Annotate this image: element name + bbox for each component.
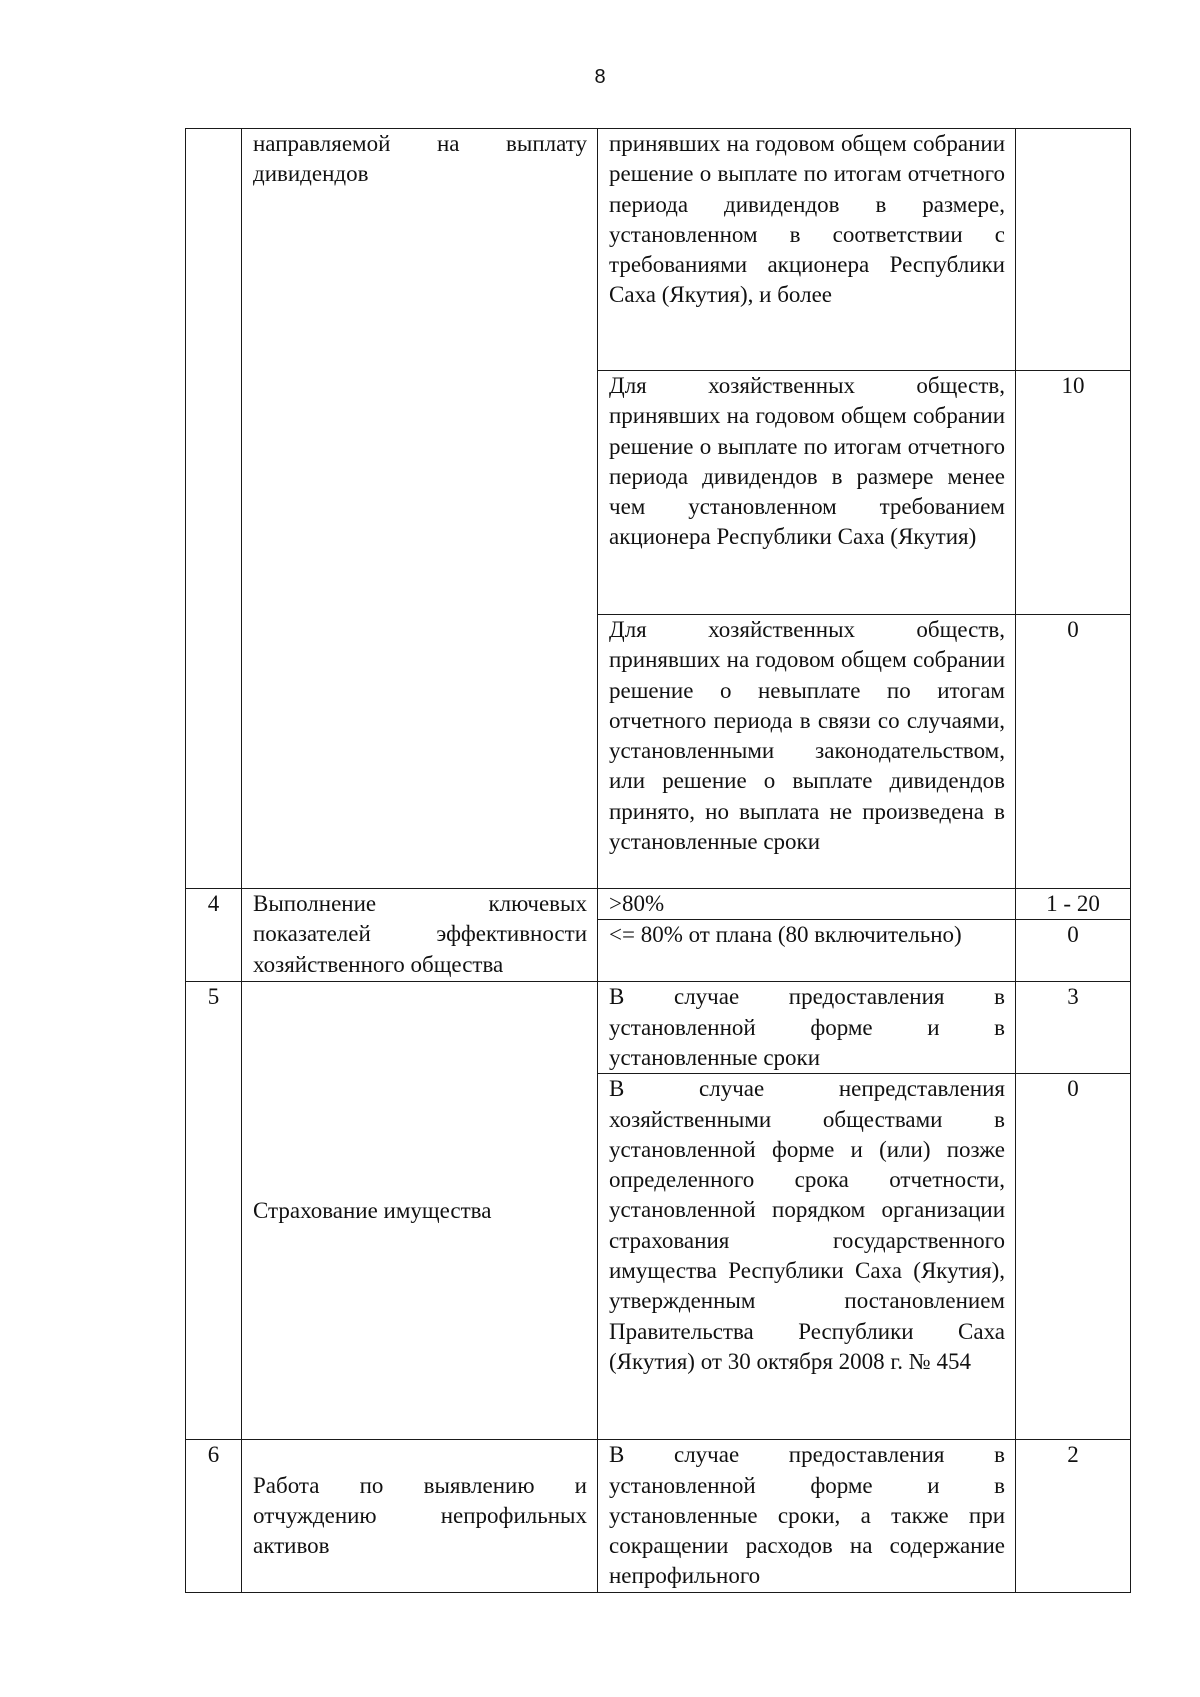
score-cell: 0 <box>1016 615 1131 889</box>
table-row <box>186 129 1131 371</box>
score-cell: 1 - 20 <box>1016 889 1131 920</box>
score-cell: 0 <box>1016 920 1131 982</box>
row-number <box>186 129 242 889</box>
score-cell: 10 <box>1016 371 1131 615</box>
condition-cell: <= 80% от плана (80 включительно) <box>598 920 1016 982</box>
score-cell: 0 <box>1016 1074 1131 1440</box>
table-row <box>186 889 1131 920</box>
condition-cell: В случае предоставления в установленной форме и в установленные сроки, а также при сокращении расходов на содержание непрофильного <box>598 1440 1016 1592</box>
row-number: 6 <box>186 1440 242 1592</box>
criterion-name: Выполнение ключевых показателей эффективности хозяйственного общества <box>242 889 598 982</box>
table-row <box>186 982 1131 1074</box>
page-number: 8 <box>594 66 606 88</box>
table-row <box>186 1440 1131 1592</box>
condition-cell: принявших на годовом общем собрании решение о выплате по итогам отчетного периода дивидендов в размере, установленном в соответствии с требованиями акционера Республики Саха (Якутия), и более <box>598 129 1016 371</box>
score-cell: 2 <box>1016 1440 1131 1592</box>
criterion-name: направляемой на выплату дивидендов <box>242 129 598 889</box>
score-cell: 3 <box>1016 982 1131 1074</box>
score-cell <box>1016 129 1131 371</box>
row-number: 5 <box>186 982 242 1440</box>
condition-cell: В случае предоставления в установленной форме и в установленные сроки <box>598 982 1016 1074</box>
row-number: 4 <box>186 889 242 982</box>
condition-cell: >80% <box>598 889 1016 920</box>
criterion-name: Страхование имущества <box>242 982 598 1440</box>
criteria-table <box>185 128 1131 1593</box>
condition-cell: В случае непредставления хозяйственными обществами в установленной форме и (или) позже определенного срока отчетности, установленной порядком организации страхования государственного имущества Республики Саха (Якутия), утвержденным постановлением Правительства Республики Саха (Якутия) от 30 октября 2008 г. № 454 <box>598 1074 1016 1440</box>
condition-cell: Для хозяйственных обществ, принявших на годовом общем собрании решение о невыплате по итогам отчетного периода в связи со случаями, установленными законодательством, или решение о выплате дивидендов принято, но выплата не произведена в установленные сроки <box>598 615 1016 889</box>
condition-cell: Для хозяйственных обществ, принявших на годовом общем собрании решение о выплате по итогам отчетного периода дивидендов в размере менее чем установленном требованием акционера Республики Саха (Якутия) <box>598 371 1016 615</box>
criterion-name: Работа по выявлению и отчуждению непрофильных активов <box>242 1440 598 1592</box>
